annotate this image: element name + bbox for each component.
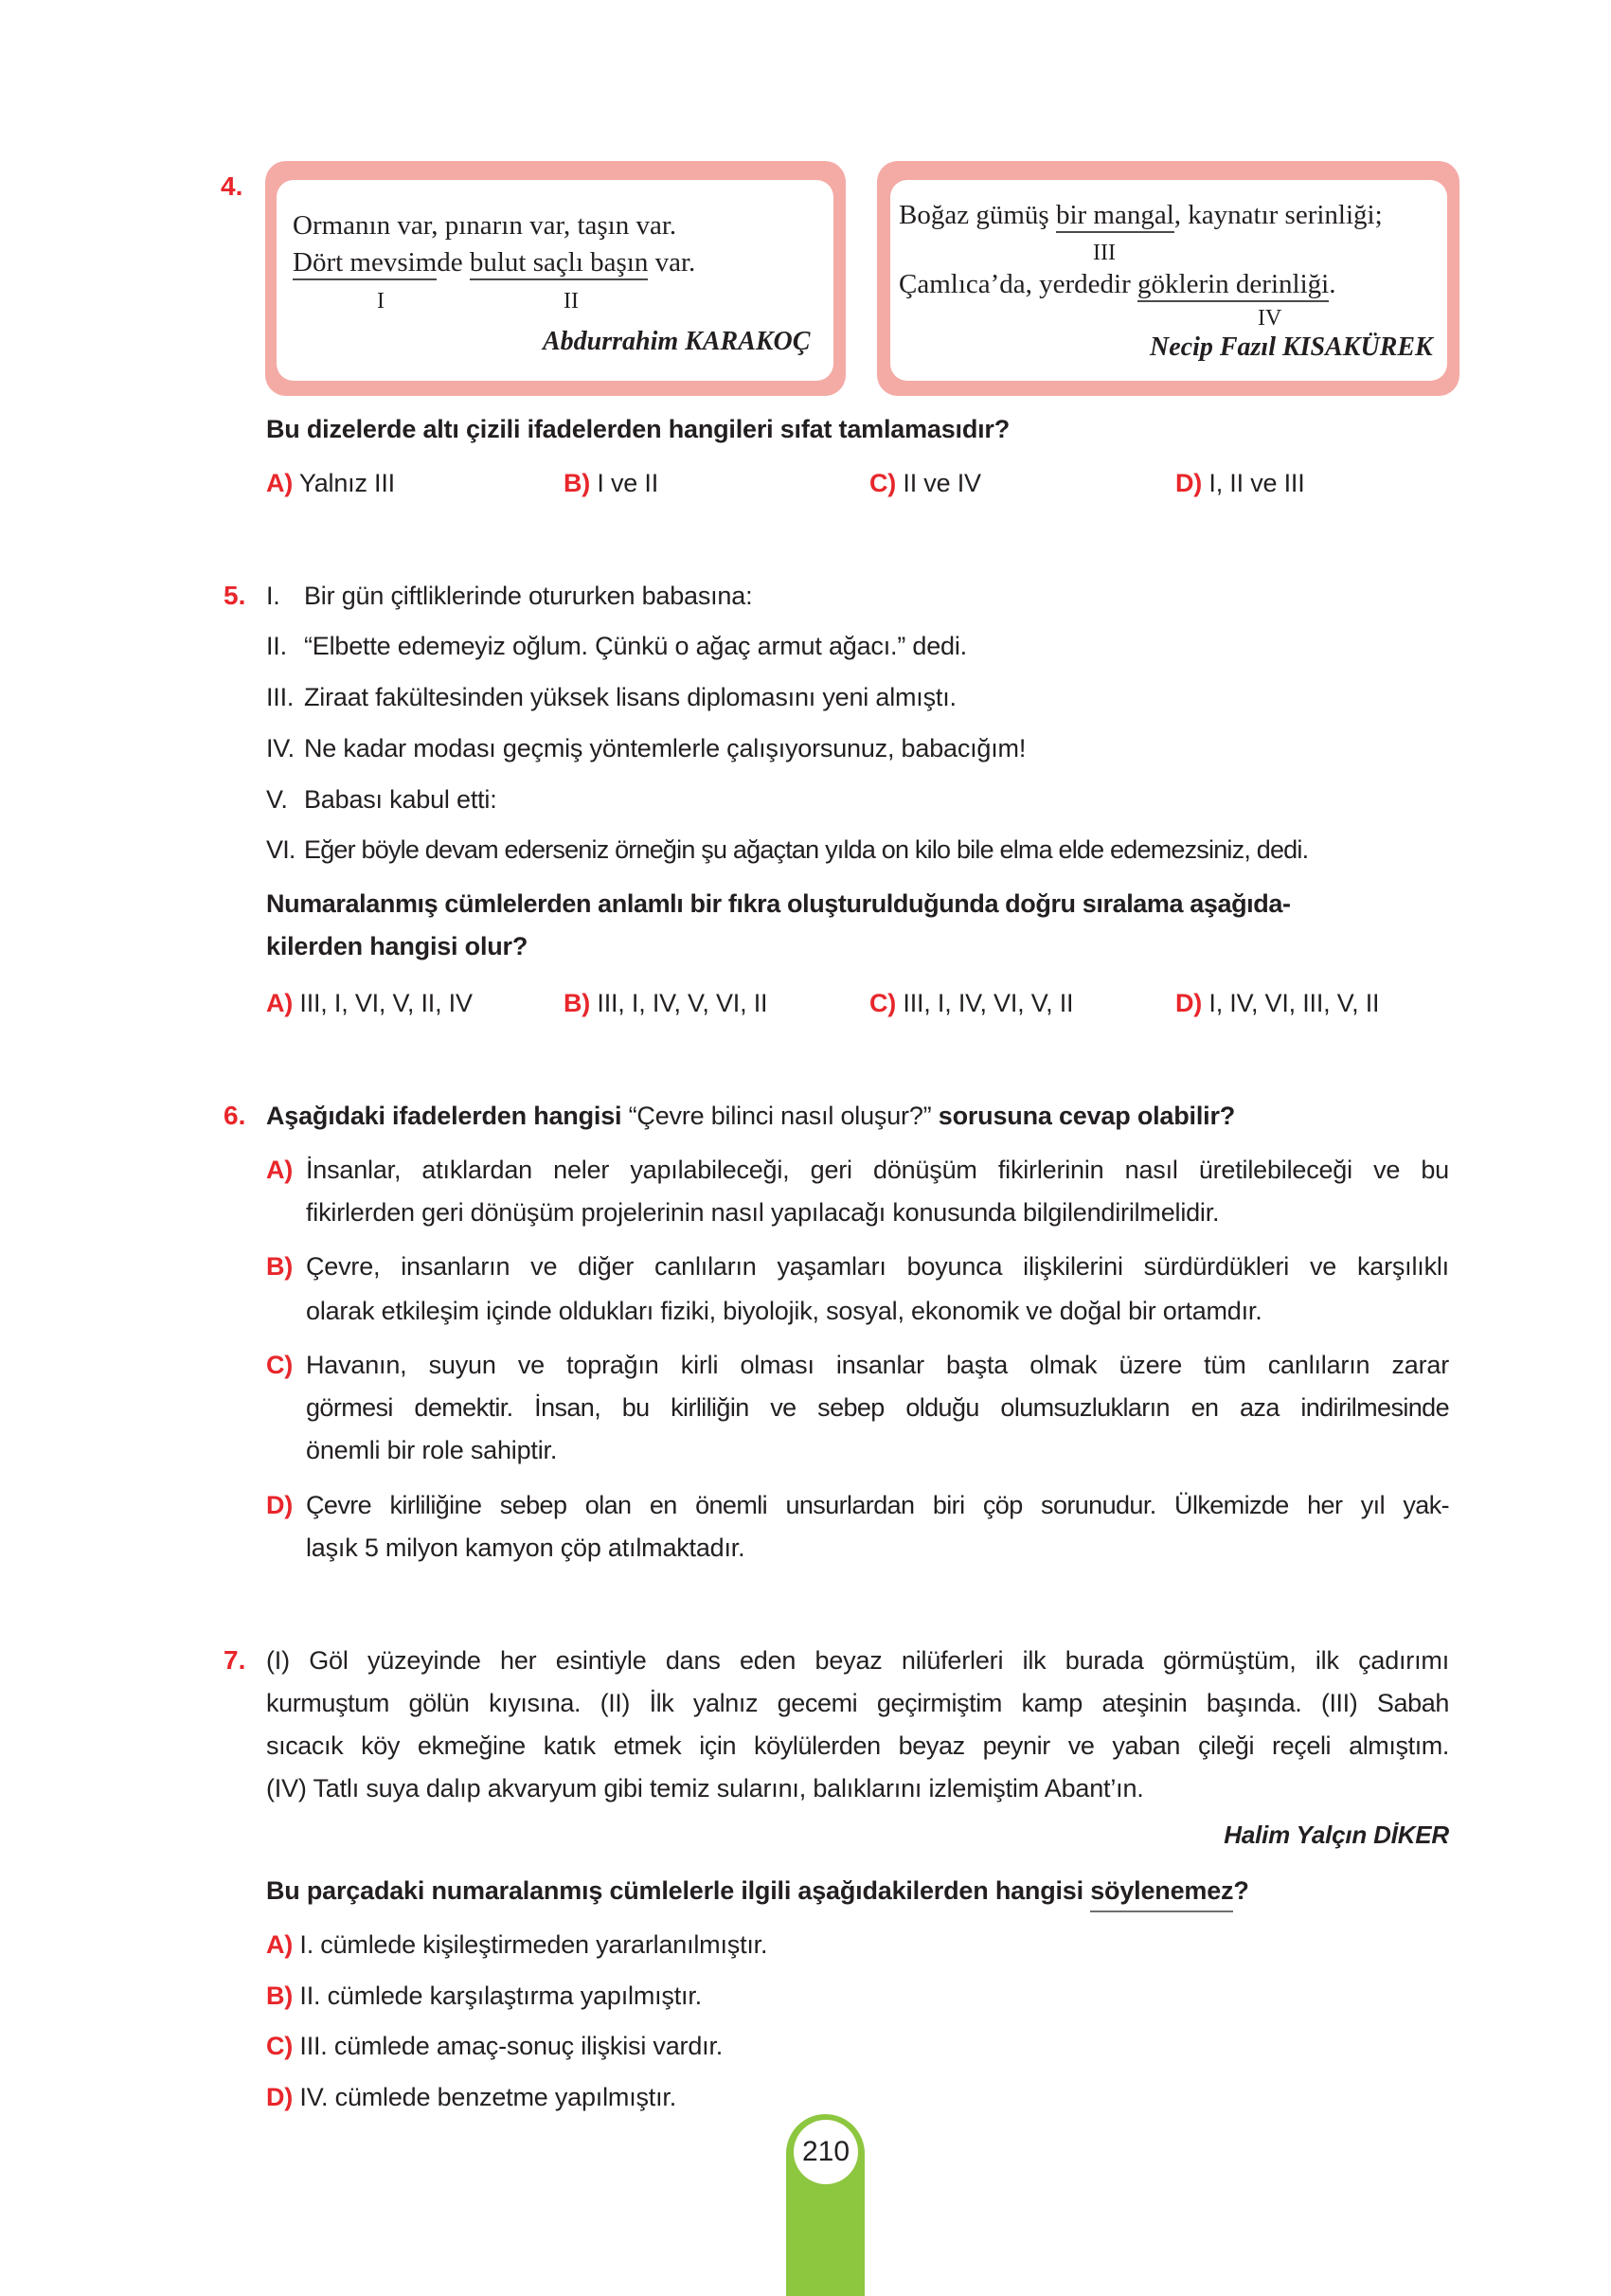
q5-sentence-4: IV. Ne kadar modası geçmiş yöntemlerle çalışıyorsunuz, babacığım!: [266, 734, 1027, 762]
q7-option-a[interactable]: A) I. cümlede kişileştirmeden yararlanılmıştır.: [266, 1930, 768, 1959]
q4-option-c[interactable]: C) II ve IV: [869, 469, 981, 497]
q4-option-a[interactable]: A) Yalnız III: [266, 469, 395, 497]
q5-sentence-5: V. Babası kabul etti:: [266, 785, 497, 814]
poem-left-line2: Dört mevsimde bulut saçlı başın var.: [293, 246, 695, 278]
q6-option-a-line1: İnsanlar, atıklardan neler yapılabileceği, geri dönüşüm fikirlerinin nasıl üretilebileceği ve bu: [306, 1156, 1449, 1184]
question-number-6: 6.: [224, 1101, 246, 1130]
q7-passage-line1: (I) Göl yüzeyinde her esintiyle dans eden beyaz nilüferleri ilk burada görmüştüm, ilk çadırımı: [266, 1646, 1449, 1675]
question-number-7: 7.: [224, 1645, 246, 1675]
q7-passage-line3: sıcacık köy ekmeğine katık etmek için köylülerden beyaz peynir ve yaban çileği reçeli almıştım.: [266, 1731, 1449, 1760]
q6-option-d-line2: laşık 5 milyon kamyon çöp atılmaktadır.: [306, 1534, 745, 1562]
label-II: II: [564, 289, 579, 314]
q4-option-b[interactable]: B) I ve II: [564, 469, 659, 497]
q6-option-c-line1: Havanın, suyun ve toprağın kirli olması insanlar başta olmak üzere tüm canlıların zarar: [306, 1351, 1449, 1379]
underline-III: bir mangal: [1056, 200, 1174, 233]
q5-sentence-2: II. “Elbette edemeyiz oğlum. Çünkü o ağaç armut ağacı.” dedi.: [266, 632, 967, 660]
q6-option-a[interactable]: A): [266, 1156, 294, 1184]
q6-option-b[interactable]: B): [266, 1252, 294, 1281]
q7-option-c[interactable]: C) III. cümlede amaç-sonuç ilişkisi vardır.: [266, 2032, 724, 2060]
q5-option-d[interactable]: D) I, IV, VI, III, V, II: [1175, 989, 1380, 1017]
q6-option-c-line2: görmesi demektir. İnsan, bu kirliliğin ve sebep olduğu olumsuzlukların en aza indirilmesinde: [306, 1393, 1449, 1422]
underline-I: Dört mevsim: [293, 247, 437, 280]
question-number-5: 5.: [224, 581, 246, 610]
poem-right-line1: Boğaz gümüş bir mangal, kaynatır serinliği;: [899, 199, 1383, 231]
label-I: I: [377, 289, 385, 314]
q6-option-c[interactable]: C): [266, 1351, 294, 1379]
q7-option-d[interactable]: D) IV. cümlede benzetme yapılmıştır.: [266, 2083, 677, 2111]
q4-question: Bu dizelerde altı çizili ifadelerden hangileri sıfat tamlamasıdır?: [266, 415, 1011, 443]
q7-author: Halim Yalçın DİKER: [1224, 1821, 1449, 1849]
label-III: III: [1093, 241, 1116, 265]
q5-sentence-3: III. Ziraat fakültesinden yüksek lisans diplomasını yeni almıştı.: [266, 683, 957, 711]
q7-passage-line4: (IV) Tatlı suya dalıp akvaryum gibi temiz sularını, balıklarını izlemiştim Abant’ın.: [266, 1774, 1144, 1803]
poem-left-line1: Ormanın var, pınarın var, taşın var.: [293, 210, 677, 241]
q5-option-b[interactable]: B) III, I, IV, V, VI, II: [564, 989, 768, 1017]
q6-option-d[interactable]: D): [266, 1491, 294, 1519]
q6-option-c-line3: önemli bir role sahiptir.: [306, 1436, 558, 1464]
q5-sentence-6: VI. Eğer böyle devam ederseniz örneğin şu ağaçtan yılda on kilo bile elma elde edemezsiniz, dedi.: [266, 835, 1309, 864]
q5-option-a[interactable]: A) III, I, VI, V, II, IV: [266, 989, 473, 1017]
page-number: 210: [794, 2120, 858, 2184]
label-IV: IV: [1258, 306, 1282, 331]
underline-II: bulut saçlı başın: [470, 247, 648, 280]
q5-question-line1: Numaralanmış cümlelerden anlamlı bir fıkra oluşturulduğunda doğru sıralama aşağıda-: [266, 889, 1291, 918]
q7-passage-line2: kurmuştum gölün kıyısına. (II) İlk yalnız gecemi geçirmiştim kamp ateşinin başında. (III) Sabah: [266, 1689, 1449, 1717]
q6-option-b-line2: olarak etkileşim içinde oldukları fiziki, biyolojik, sosyal, ekonomik ve doğal bir ortamdır.: [306, 1297, 1262, 1325]
q5-question-line2: kilerden hangisi olur?: [266, 932, 528, 960]
q6-option-a-line2: fikirlerden geri dönüşüm projelerinin nasıl yapılacağı konusunda bilgilendirilmelidir.: [306, 1198, 1220, 1227]
poem-right-author: Necip Fazıl KISAKÜREK: [1150, 332, 1433, 362]
q5-option-c[interactable]: C) III, I, IV, VI, V, II: [869, 989, 1074, 1017]
q6-option-b-line1: Çevre, insanların ve diğer canlıların yaşamları boyunca ilişkilerini sürdürdükleri ve karşılıklı: [306, 1252, 1449, 1281]
q4-option-d[interactable]: D) I, II ve III: [1175, 469, 1305, 497]
poem-left-author: Abdurrahim KARAKOÇ: [543, 327, 811, 356]
underlined-word: söylenemez: [1090, 1876, 1233, 1912]
q5-sentence-1: I. Bir gün çiftliklerinde otururken babasına:: [266, 582, 753, 610]
q7-question: Bu parçadaki numaralanmış cümlelerle ilgili aşağıdakilerden hangisi söylenemez?: [266, 1874, 1249, 1907]
q7-option-b[interactable]: B) II. cümlede karşılaştırma yapılmıştır.: [266, 1982, 702, 2010]
q6-question: Aşağıdaki ifadelerden hangisi “Çevre bilinci nasıl oluşur?” sorusuna cevap olabilir?: [266, 1102, 1236, 1130]
poem-right-line2: Çamlıca’da, yerdedir göklerin derinliği.: [899, 268, 1335, 300]
question-number-4: 4.: [221, 171, 243, 201]
underline-IV: göklerin derinliği: [1137, 269, 1329, 302]
q6-option-d-line1: Çevre kirliliğine sebep olan en önemli unsurlardan biri çöp sorunudur. Ülkemizde her yıl yak-: [306, 1491, 1449, 1519]
